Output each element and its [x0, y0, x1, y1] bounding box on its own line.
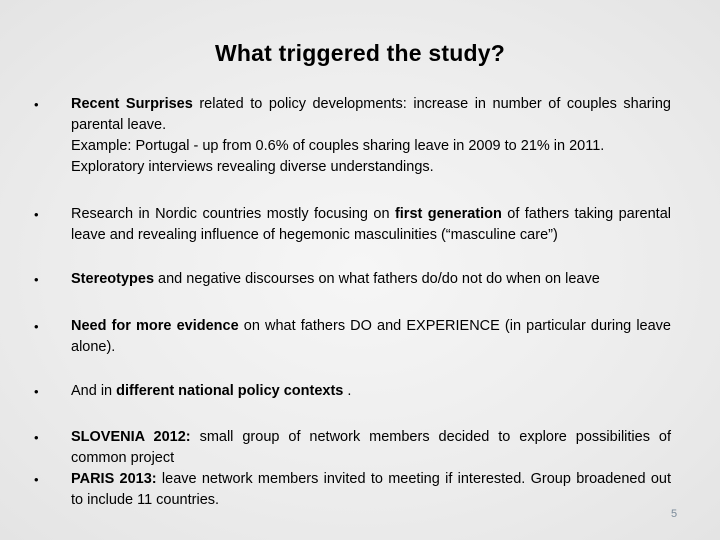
bullet-bold-text: Stereotypes: [71, 271, 155, 287]
bullet-marker: •: [34, 319, 39, 334]
bullet-marker: •: [34, 384, 39, 399]
bullet-bold-text: different national policy contexts: [116, 383, 344, 399]
bullet-marker: •: [34, 272, 39, 287]
bullet-slovenia-2012: [71, 427, 671, 469]
bullet-text: Research in Nordic countries mostly focusing on: [71, 206, 395, 222]
bullet-paris-2013: [71, 469, 671, 511]
bullet-recent-surprises: [71, 94, 671, 178]
bullet-exploratory-line: Exploratory interviews revealing diverse understandings.: [71, 159, 434, 175]
bullet-bold-text: first generation: [394, 206, 502, 222]
bullet-marker: •: [34, 430, 39, 445]
bullet-text: on what fathers DO and EXPERIENCE (in particular during leave alone).: [71, 318, 671, 355]
bullet-text: related to policy developments: increase in number of couples sharing parental leave.: [71, 96, 671, 133]
bullet-example-line: Example: Portugal - up from 0.6% of couples sharing leave in 2009 to 21% in 2011.: [71, 138, 605, 154]
bullet-text: .: [343, 383, 352, 399]
bullet-policy-contexts: [71, 381, 671, 402]
bullet-stereotypes: [71, 269, 671, 290]
bullet-marker: •: [34, 97, 39, 112]
bullet-nordic-research: [71, 204, 671, 246]
bullet-more-evidence: [71, 316, 671, 358]
slide-title: What triggered the study?: [215, 40, 505, 66]
bullet-text: of fathers taking parental leave and revealing influence of hegemonic masculinities (“masculine care”): [71, 206, 671, 243]
bullet-bold-text: Recent Surprises: [71, 96, 193, 112]
page-number: 5: [670, 508, 678, 520]
bullet-bold-text: SLOVENIA 2012:: [71, 429, 191, 445]
bullet-text: And in: [71, 383, 117, 399]
bullet-text: leave network members invited to meeting if interested. Group broadened out to include 11 countries.: [71, 471, 672, 508]
bullet-text: and negative discourses on what fathers do/do not do when on leave: [154, 271, 600, 287]
bullet-marker: •: [34, 472, 39, 487]
bullet-marker: •: [34, 207, 39, 222]
bullet-bold-text: PARIS 2013:: [71, 471, 157, 487]
bullet-bold-text: Need for more evidence: [71, 318, 239, 334]
bullet-text: small group of network members decided to explore possibilities of common project: [71, 429, 671, 466]
